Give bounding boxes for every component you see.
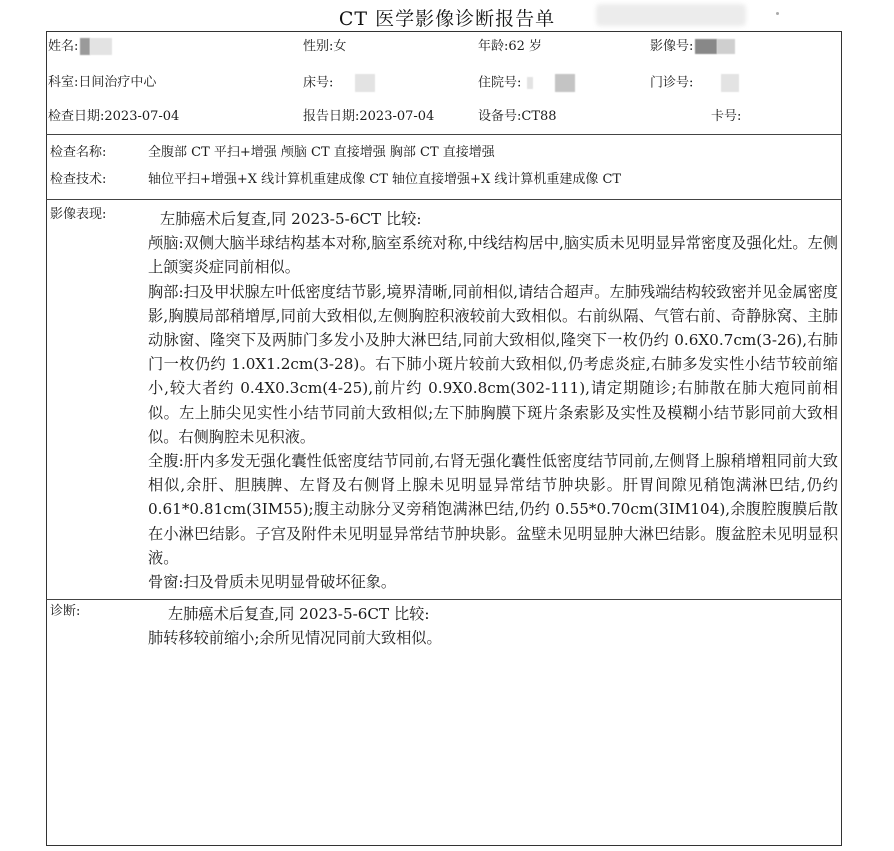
patient-name [48, 38, 112, 56]
divider-findings [46, 599, 842, 600]
outpatient-number [650, 74, 739, 93]
redacted-name [80, 38, 90, 55]
image-number [650, 38, 735, 56]
findings-abdomen: 全腹:肝内多发无强化囊性低密度结节同前,右肾无强化囊性低密度结节同前,左侧肾上腺稍增粗同前大致相似,余肝、胆胰脾、左肾及右侧肾上腺未见明显异常结节肿块影。肝胃间隙见稍饱满淋巴结,仍约 0.61*0.81cm(3IM55);腹主动脉分叉旁稍饱满淋巴结,仍约 0.55*0.70cm(3IM104),余腹腔腹膜后散在小淋巴结影。子宫及附件未见明显异常结节肿块影。盆壁未见明显肿大淋巴结影。腹盆腔未见明显积液。 [148, 452, 838, 567]
findings-text [148, 207, 838, 594]
findings-bone: 骨窗:扫及骨质未见明显骨破坏征象。 [148, 573, 397, 592]
report-title: CT 医学影像诊断报告单 [338, 8, 556, 30]
report-date: 报告日期:2023-07-04 [303, 109, 435, 124]
exam-name-value: 全腹部 CT 平扫+增强 颅脑 CT 直接增强 胸部 CT 直接增强 [148, 145, 495, 160]
redacted-name-tail [90, 38, 112, 55]
exam-technique-value: 轴位平扫+增强+X 线计算机重建成像 CT 轴位直接增强+X 线计算机重建成像 CT [148, 172, 622, 187]
redacted-bed-number [355, 74, 375, 92]
inpatient-number-label: 住院号: [478, 75, 522, 91]
redacted-outpatient-number [721, 74, 739, 92]
redacted-image-number [695, 39, 717, 54]
patient-name-label: 姓名: [48, 39, 79, 54]
image-number-label: 影像号: [650, 39, 694, 54]
findings-brain: 颅脑:双侧大脑半球结构基本对称,脑室系统对称,中线结构居中,脑实质未见明显异常密度及强化灶。左侧上颌窦炎症同前相似。 [148, 234, 838, 277]
exam-date: 检查日期:2023-07-04 [48, 109, 180, 124]
inpatient-number [478, 74, 575, 93]
redacted-inpatient-a [527, 77, 533, 89]
redacted-inpatient-b [555, 74, 575, 92]
diagnosis-intro: 左肺癌术后复查,同 2023-5-6CT 比较: [168, 605, 430, 623]
device-number: 设备号:CT88 [478, 109, 557, 124]
exam-technique-label: 检查技术: [50, 172, 107, 187]
diagnosis-label: 诊断: [50, 604, 81, 619]
findings-intro: 左肺癌术后复查,同 2023-5-6CT 比较: [160, 210, 422, 228]
bed-number [303, 74, 375, 93]
divider-exam [46, 199, 842, 200]
findings-label: 影像表现: [50, 207, 107, 222]
divider-header [46, 134, 842, 135]
redacted-image-number-tail [717, 39, 735, 54]
patient-gender: 性别:女 [303, 39, 347, 54]
diagnosis-conclusion: 肺转移较前缩小;余所见情况同前大致相似。 [148, 629, 442, 647]
exam-name-label: 检查名称: [50, 145, 107, 160]
card-number: 卡号: [711, 109, 742, 124]
outpatient-number-label: 门诊号: [650, 75, 694, 91]
bed-number-label: 床号: [303, 75, 334, 91]
findings-chest: 胸部:扫及甲状腺左叶低密度结节影,境界清晰,同前相似,请结合超声。左肺残端结构较致密并见金属密度影,胸膜局部稍增厚,同前大致相似,左侧胸腔积液较前大致相似。右前纵隔、气管右前、奇静脉窝、主肺动脉窗、隆突下及两肺门多发小及肿大淋巴结,同前大致相似,隆突下一枚仍约 0.6X0.7cm(3-26),右肺门一枚仍约 1.0X1.2cm(3-28)。右下肺小斑片较前大致相似,仍考虑炎症,右肺多发实性小结节较前缩小,较大者约 0.4X0.3cm(4-25),前片约 0.9X0.8cm(302-111),请定期随诊;右肺散在肺大疱同前相似。左上肺尖见实性小结节同前大致相似;左下肺胸膜下斑片条索影及实性及模糊小结节影同前大致相似。右侧胸腔未见积液。 [148, 282, 838, 446]
diagnosis-text [148, 602, 838, 650]
patient-age: 年龄:62 岁 [478, 39, 543, 54]
department: 科室:日间治疗中心 [48, 75, 157, 90]
